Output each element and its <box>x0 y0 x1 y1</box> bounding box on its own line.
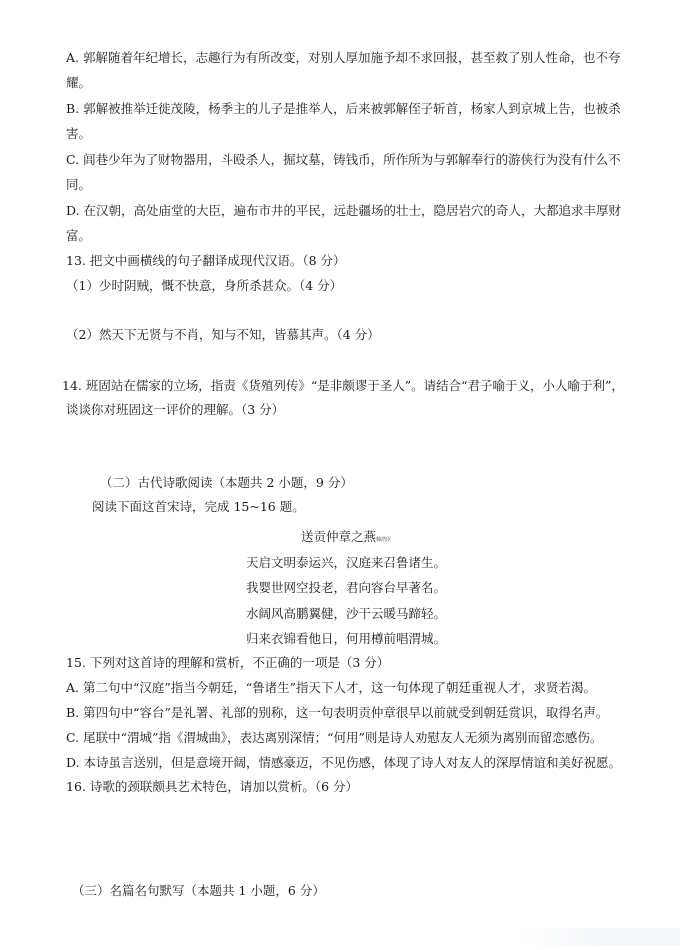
question-13-sentence-2: （2）然天下无贤与不肖，知与不知，皆慕其声。（4 分） <box>66 327 380 342</box>
option-c-line1: C. 闾巷少年为了财物器用，斗殴杀人，掘坟墓，铸钱币，所作所为与郭解奉行的游侠行为没有什么不 <box>66 152 621 167</box>
poem-line-2: 我婴世网空投老，君向容台早著名。 <box>245 580 446 595</box>
question-14-line1: 14. 班固站在儒家的立场，指责《货殖列传》“是非颇谬于圣人”。请结合“君子喻于义，小人喻于利”， <box>62 378 624 393</box>
question-15-option-b: B. 第四句中“容台”是礼署、礼部的别称，这一句表明贡仲章很早以前就受到朝廷赏识，取得名声。 <box>66 705 609 720</box>
option-a-line1: A. 郭解随着年纪增长，志趣行为有所改变，对别人厚加施予却不求回报，甚至救了别人性命，也不夸 <box>66 50 621 65</box>
option-b-line2: 害。 <box>66 126 92 141</box>
page-corner-shade <box>520 928 680 946</box>
question-16-stem: 16. 诗歌的颈联颇具艺术特色，请加以赏析。（6 分） <box>66 779 359 794</box>
section-3-heading: （三）名篇名句默写（本题共 1 小题，6 分） <box>72 883 325 898</box>
question-14-line2: 谈谈你对班固这一评价的理解。（3 分） <box>66 402 285 417</box>
section-2-instruction: 阅读下面这首宋诗，完成 15~16 题。 <box>92 499 305 514</box>
option-d-line1: D. 在汉朝，高处庙堂的大臣，遍布市井的平民，远赴疆场的壮士，隐居岩穴的奇人，大都追求丰厚财 <box>66 203 622 218</box>
option-a-line2: 耀。 <box>66 75 92 90</box>
question-13-sentence-1: （1）少时阴贼，慨不快意，身所杀甚众。（4 分） <box>66 278 343 293</box>
poem-line-1: 天启文明泰运兴，汉庭来召鲁诸生。 <box>245 555 446 570</box>
question-15-stem: 15. 下列对这首诗的理解和赏析，不正确的一项是（3 分） <box>66 655 390 670</box>
poem-title-line <box>0 527 692 545</box>
question-15-option-a: A. 第二句中“汉庭”指当今朝廷，“鲁诸生”指天下人才，这一句体现了朝廷重视人才，求贤若渴。 <box>66 680 597 695</box>
option-d-line2: 富。 <box>66 228 92 243</box>
question-15-option-c: C. 尾联中“渭城”指《渭城曲》，表达离别深情；“何用”则是诗人劝慰友人无须为离别而留恋感伤。 <box>66 730 603 745</box>
section-2-heading: （二）古代诗歌阅读（本题共 2 小题，9 分） <box>100 475 353 490</box>
poem-title: 送贡仲章之燕 <box>300 529 376 544</box>
poem-line-4: 归来衣锦看他日，何用樽前唱渭城。 <box>245 631 446 646</box>
poem-line-3: 水阔风高鹏翼健，沙干云暖马蹄轻。 <box>245 606 446 621</box>
poem-author: 韩浩臣 <box>376 537 392 543</box>
option-c-line2: 同。 <box>66 177 92 192</box>
question-15-option-d: D. 本诗虽言送别，但是意境开阔，情感豪迈，不见伤感，体现了诗人对友人的深厚情谊和美好祝愿。 <box>66 755 622 770</box>
question-13-stem: 13. 把文中画横线的句子翻译成现代汉语。（8 分） <box>66 253 346 268</box>
option-b-line1: B. 郭解被推举迁徙茂陵，杨季主的儿子是推举人，后来被郭解侄子斩首，杨家人到京城上告，也被杀 <box>66 101 621 116</box>
